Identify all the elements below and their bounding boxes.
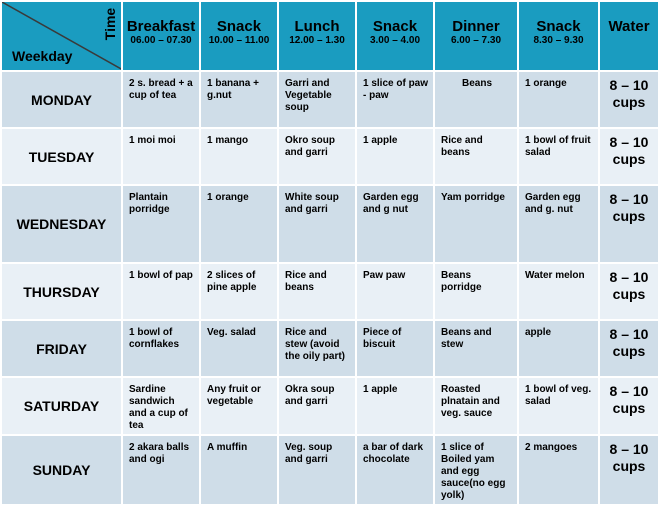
meal-cell: 1 bowl of fruit salad bbox=[518, 128, 599, 185]
weekday-label: FRIDAY bbox=[1, 320, 122, 377]
column-header-breakfast: Breakfast 06.00 – 07.30 bbox=[122, 1, 200, 71]
meal-cell: Beans porridge bbox=[434, 263, 518, 320]
meal-cell: Beans bbox=[434, 71, 518, 128]
weekday-label: SATURDAY bbox=[1, 377, 122, 435]
corner-time-label: Time bbox=[102, 7, 118, 41]
meal-cell: a bar of dark chocolate bbox=[356, 435, 434, 505]
meal-cell: 1 bowl of pap bbox=[122, 263, 200, 320]
table-row-saturday bbox=[1, 377, 658, 435]
column-header-lunch: Lunch 12.00 – 1.30 bbox=[278, 1, 356, 71]
meal-cell: Roasted plnatain and veg. sauce bbox=[434, 377, 518, 435]
meal-cell: White soup and garri bbox=[278, 185, 356, 263]
table-row-tuesday bbox=[1, 128, 658, 185]
meal-cell: Beans and stew bbox=[434, 320, 518, 377]
water-cell: 8 – 10 cups bbox=[599, 71, 658, 128]
header-row bbox=[1, 1, 658, 71]
meal-cell: apple bbox=[518, 320, 599, 377]
column-header-water: Water bbox=[599, 1, 658, 71]
meal-cell: 1 slice of paw - paw bbox=[356, 71, 434, 128]
meal-cell: Plantain porridge bbox=[122, 185, 200, 263]
water-cell: 8 – 10 cups bbox=[599, 320, 658, 377]
corner-weekday-label: Weekday bbox=[12, 48, 73, 64]
meal-cell: Okra soup and garri bbox=[278, 377, 356, 435]
water-cell: 8 – 10 cups bbox=[599, 377, 658, 435]
meal-cell: Paw paw bbox=[356, 263, 434, 320]
meal-cell: Piece of biscuit bbox=[356, 320, 434, 377]
water-cell: 8 – 10 cups bbox=[599, 435, 658, 505]
table-row-sunday bbox=[1, 435, 658, 505]
table-row-friday bbox=[1, 320, 658, 377]
meal-cell: Any fruit or vegetable bbox=[200, 377, 278, 435]
meal-cell: Rice and beans bbox=[278, 263, 356, 320]
meal-cell: Okro soup and garri bbox=[278, 128, 356, 185]
meal-cell: 2 slices of pine apple bbox=[200, 263, 278, 320]
weekday-label: WEDNESDAY bbox=[1, 185, 122, 263]
meal-cell: 1 orange bbox=[200, 185, 278, 263]
corner-cell bbox=[1, 1, 122, 71]
column-header-snack-afternoon: Snack 3.00 – 4.00 bbox=[356, 1, 434, 71]
meal-cell: Water melon bbox=[518, 263, 599, 320]
meal-cell: A muffin bbox=[200, 435, 278, 505]
meal-cell: 2 akara balls and ogi bbox=[122, 435, 200, 505]
water-cell: 8 – 10 cups bbox=[599, 263, 658, 320]
weekday-label: THURSDAY bbox=[1, 263, 122, 320]
meal-cell: Yam porridge bbox=[434, 185, 518, 263]
meal-cell: 1 orange bbox=[518, 71, 599, 128]
meal-cell: Garden egg and g nut bbox=[356, 185, 434, 263]
column-header-snack-morning: Snack 10.00 – 11.00 bbox=[200, 1, 278, 71]
water-cell: 8 – 10 cups bbox=[599, 128, 658, 185]
table-row-wednesday bbox=[1, 185, 658, 263]
meal-cell: Veg. salad bbox=[200, 320, 278, 377]
weekday-label: TUESDAY bbox=[1, 128, 122, 185]
meal-cell: 1 apple bbox=[356, 377, 434, 435]
meal-cell: 2 mangoes bbox=[518, 435, 599, 505]
column-header-dinner: Dinner 6.00 – 7.30 bbox=[434, 1, 518, 71]
meal-cell: 1 moi moi bbox=[122, 128, 200, 185]
meal-cell: 1 slice of Boiled yam and egg sauce(no egg yolk) bbox=[434, 435, 518, 505]
meal-cell: Garden egg and g. nut bbox=[518, 185, 599, 263]
meal-cell: Sardine sandwich and a cup of tea bbox=[122, 377, 200, 435]
meal-cell: 2 s. bread + a cup of tea bbox=[122, 71, 200, 128]
meal-cell: Rice and stew (avoid the oily part) bbox=[278, 320, 356, 377]
meal-cell: 1 bowl of cornflakes bbox=[122, 320, 200, 377]
water-cell: 8 – 10 cups bbox=[599, 185, 658, 263]
column-header-snack-evening: Snack 8.30 – 9.30 bbox=[518, 1, 599, 71]
meal-cell: 1 apple bbox=[356, 128, 434, 185]
weekday-label: SUNDAY bbox=[1, 435, 122, 505]
meal-cell: Rice and beans bbox=[434, 128, 518, 185]
table-row-thursday bbox=[1, 263, 658, 320]
meal-cell: Veg. soup and garri bbox=[278, 435, 356, 505]
meal-cell: Garri and Vegetable soup bbox=[278, 71, 356, 128]
meal-cell: 1 banana + g.nut bbox=[200, 71, 278, 128]
meal-cell: 1 mango bbox=[200, 128, 278, 185]
meal-cell: 1 bowl of veg. salad bbox=[518, 377, 599, 435]
weekday-label: MONDAY bbox=[1, 71, 122, 128]
table-row-monday bbox=[1, 71, 658, 128]
